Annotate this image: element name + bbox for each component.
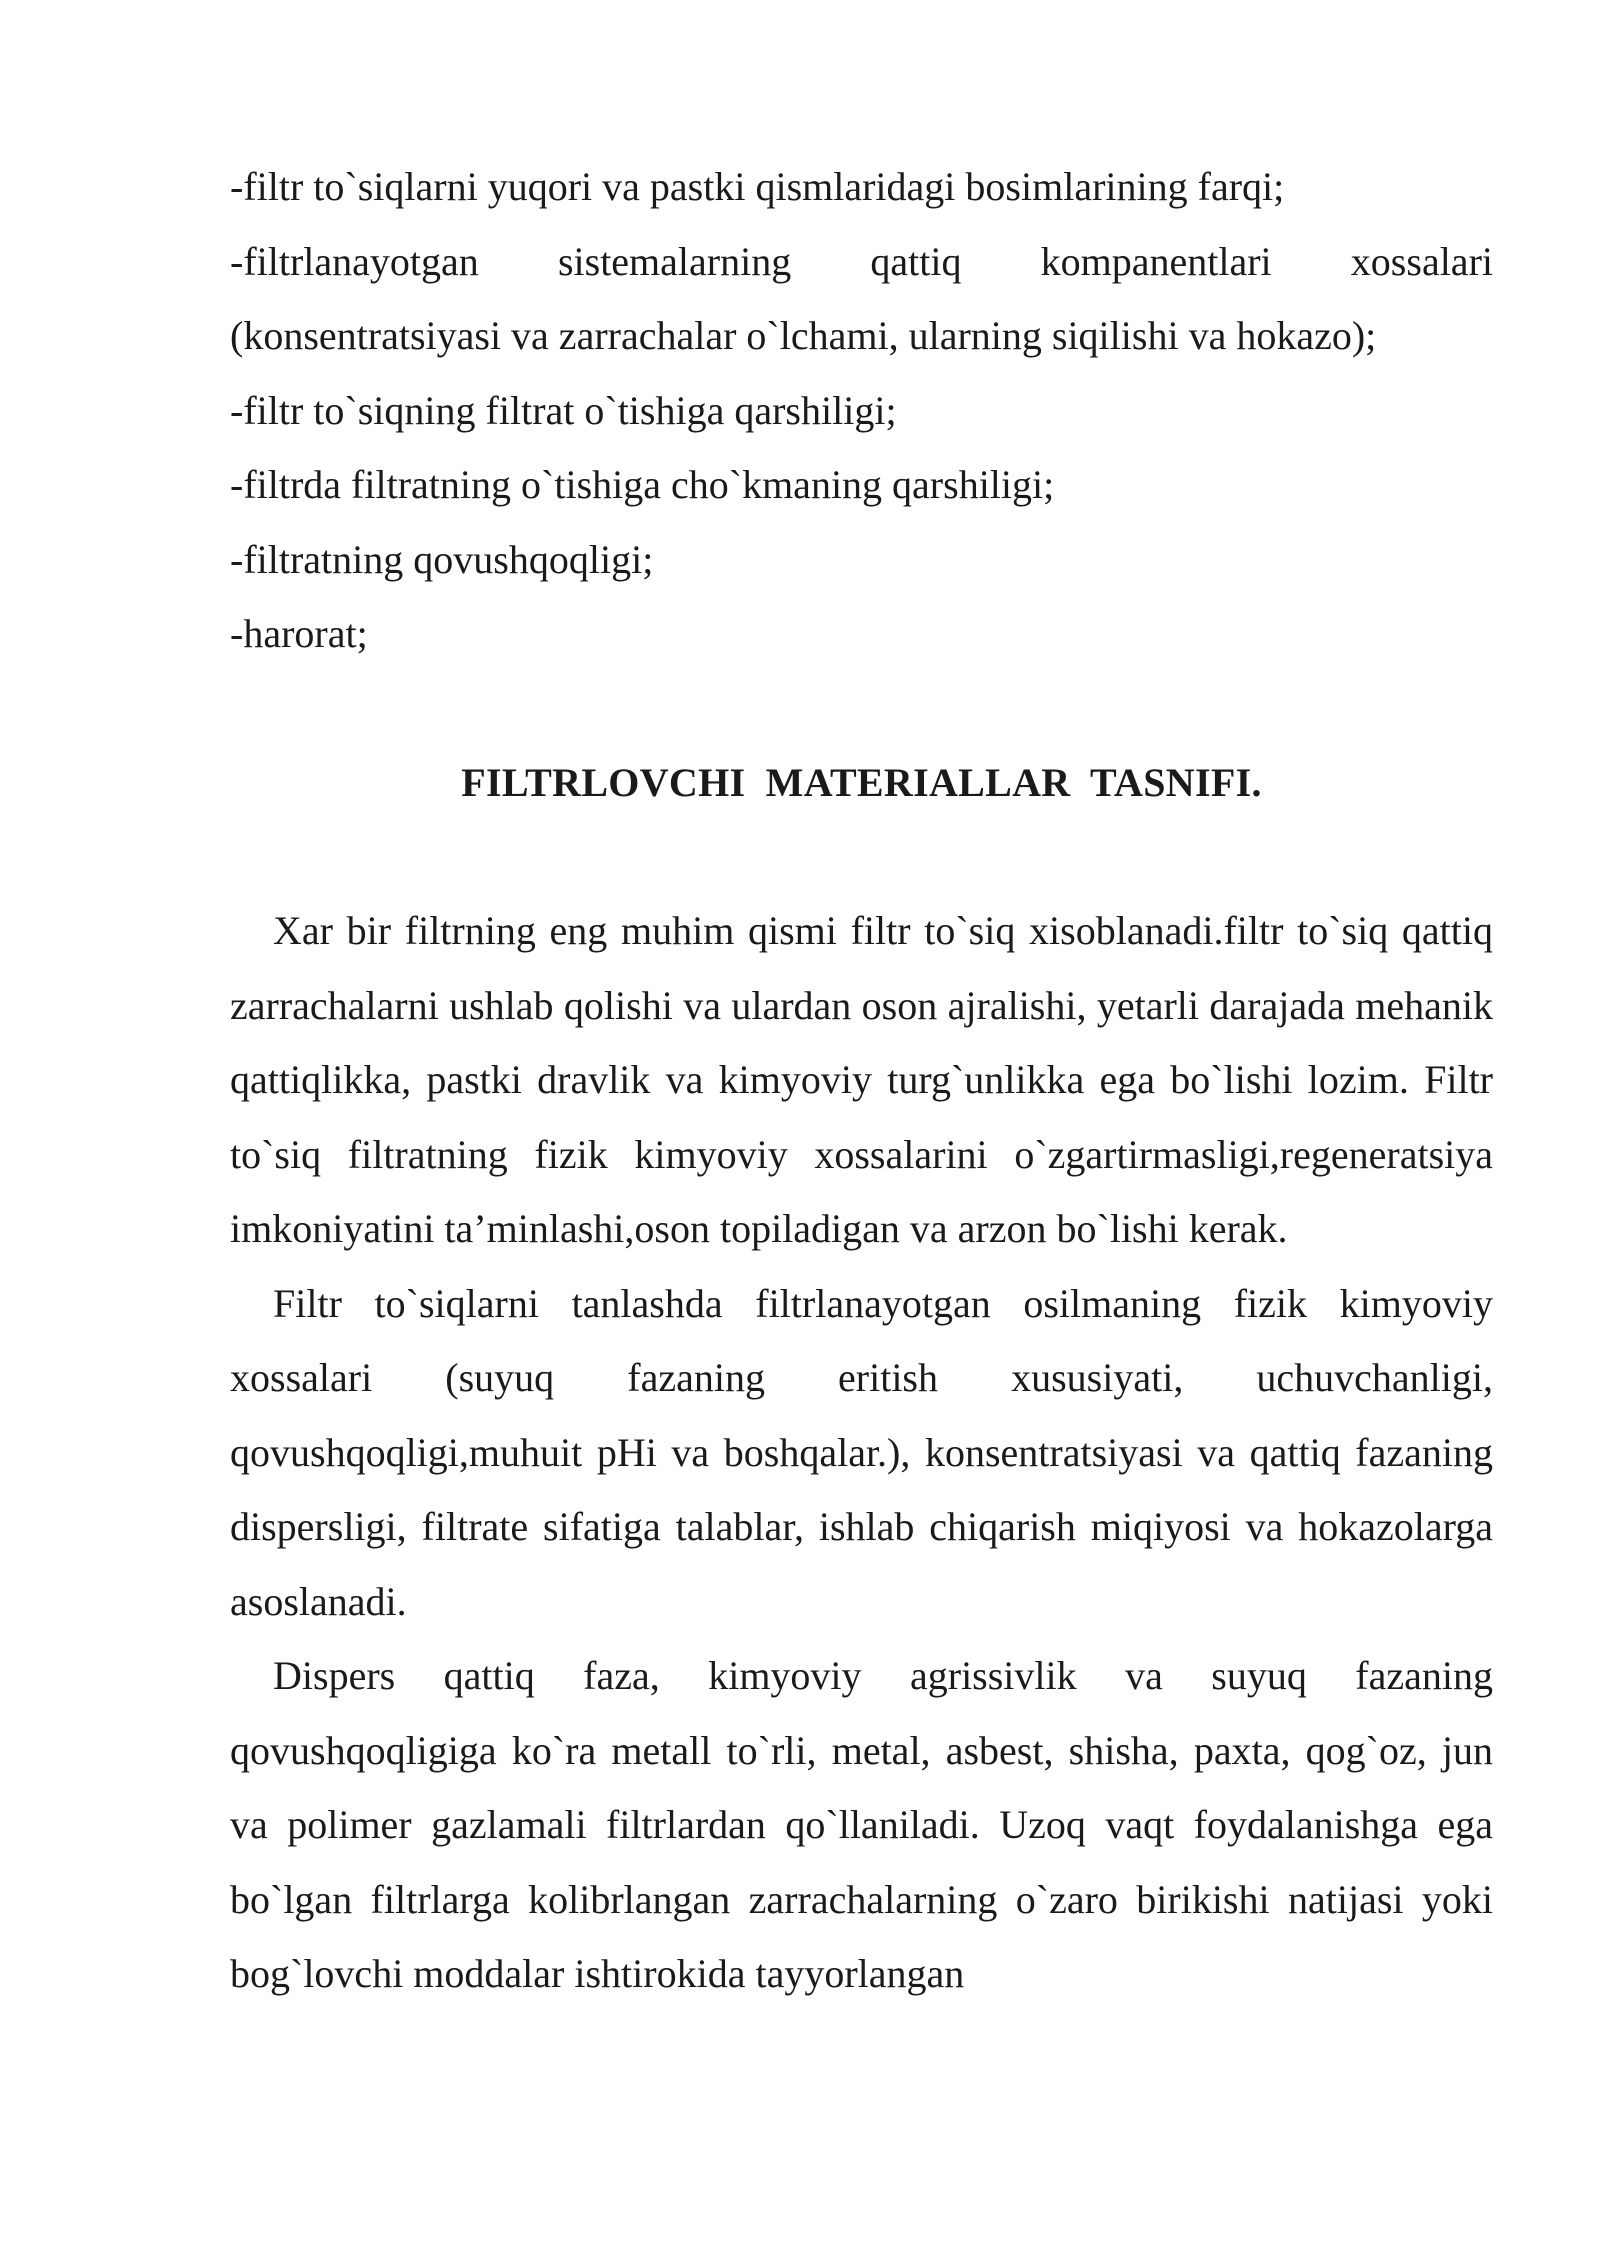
list-item-temperature: -harorat;: [230, 611, 368, 656]
body-paragraph-2: Filtr to`siqlarni tanlashda filtrlanayotgan osilmaning fizik kimyoviy xossalari (suyuq fazaning eritish xususiyati, uchuvchanligi, qovushqoqligi,muhuit pHi va boshqalar.), konsentratsiyasi va qattiq fazaning dispersligi, filtrate sifatiga talablar, ishlab chiqarish miqiyosi va hokazolarga asoslanadi.: [230, 1280, 1493, 1624]
body-paragraph-3: Dispers qattiq faza, kimyoviy agrissivlik va suyuq fazaning qovushqoqligiga ko`ra metall to`rli, metal, asbest, shisha, paxta, qog`oz, jun va polimer gazlamali filtrlardan qo`llaniladi. Uzoq vaqt foydalanishga ega bo`lgan filtrlarga kolibrlangan zarrachalarning o`zaro birikishi natijasi yoki bog`lovchi moddalar ishtirokida tayyorlangan: [230, 1653, 1493, 1996]
list-item-barrier-resistance: -filtr to`siqning filtrat o`tishiga qarshiligi;: [230, 387, 897, 433]
list-item-viscosity: -filtratning qovushqoqligi;: [230, 536, 654, 582]
heading-bottom-spacer: [230, 820, 1493, 894]
list-item-pressure-difference: -filtr to`siqlarni yuqori va pastki qismlaridagi bosimlarining farqi;: [230, 164, 1285, 209]
document-page: [230, 150, 1493, 2012]
heading-top-spacer: [230, 672, 1493, 746]
list-item-solid-components-continued: (konsentratsiyasi va zarrachalar o`lchami, ularning siqilishi va hokazo);: [230, 313, 1377, 358]
section-heading: FILTRLOVCHI MATERIALLAR TASNIFI.: [461, 759, 1262, 805]
body-paragraph-1: Xar bir filtrning eng muhim qismi filtr to`siq xisoblanadi.filtr to`siq qattiq zarrachalarni ushlab qolishi va ulardan oson ajralishi, yetarli darajada mehanik qattiqlikka, pastki dravlik va kimyoviy turg`unlikka ega bo`lishi lozim. Filtr to`siq filtratning fizik kimyoviy xossalarini o`zgartirmasligi,regeneratsiya imkoniyatini ta’minlashi,oson topiladigan va arzon bo`lishi kerak.: [230, 908, 1493, 1251]
list-item-sediment-resistance: -filtrda filtratning o`tishiga cho`kmaning qarshiligi;: [230, 462, 1055, 507]
list-item-solid-components: -filtrlanayotgan sistemalarning qattiq kompanentlari xossalari: [230, 238, 1493, 284]
